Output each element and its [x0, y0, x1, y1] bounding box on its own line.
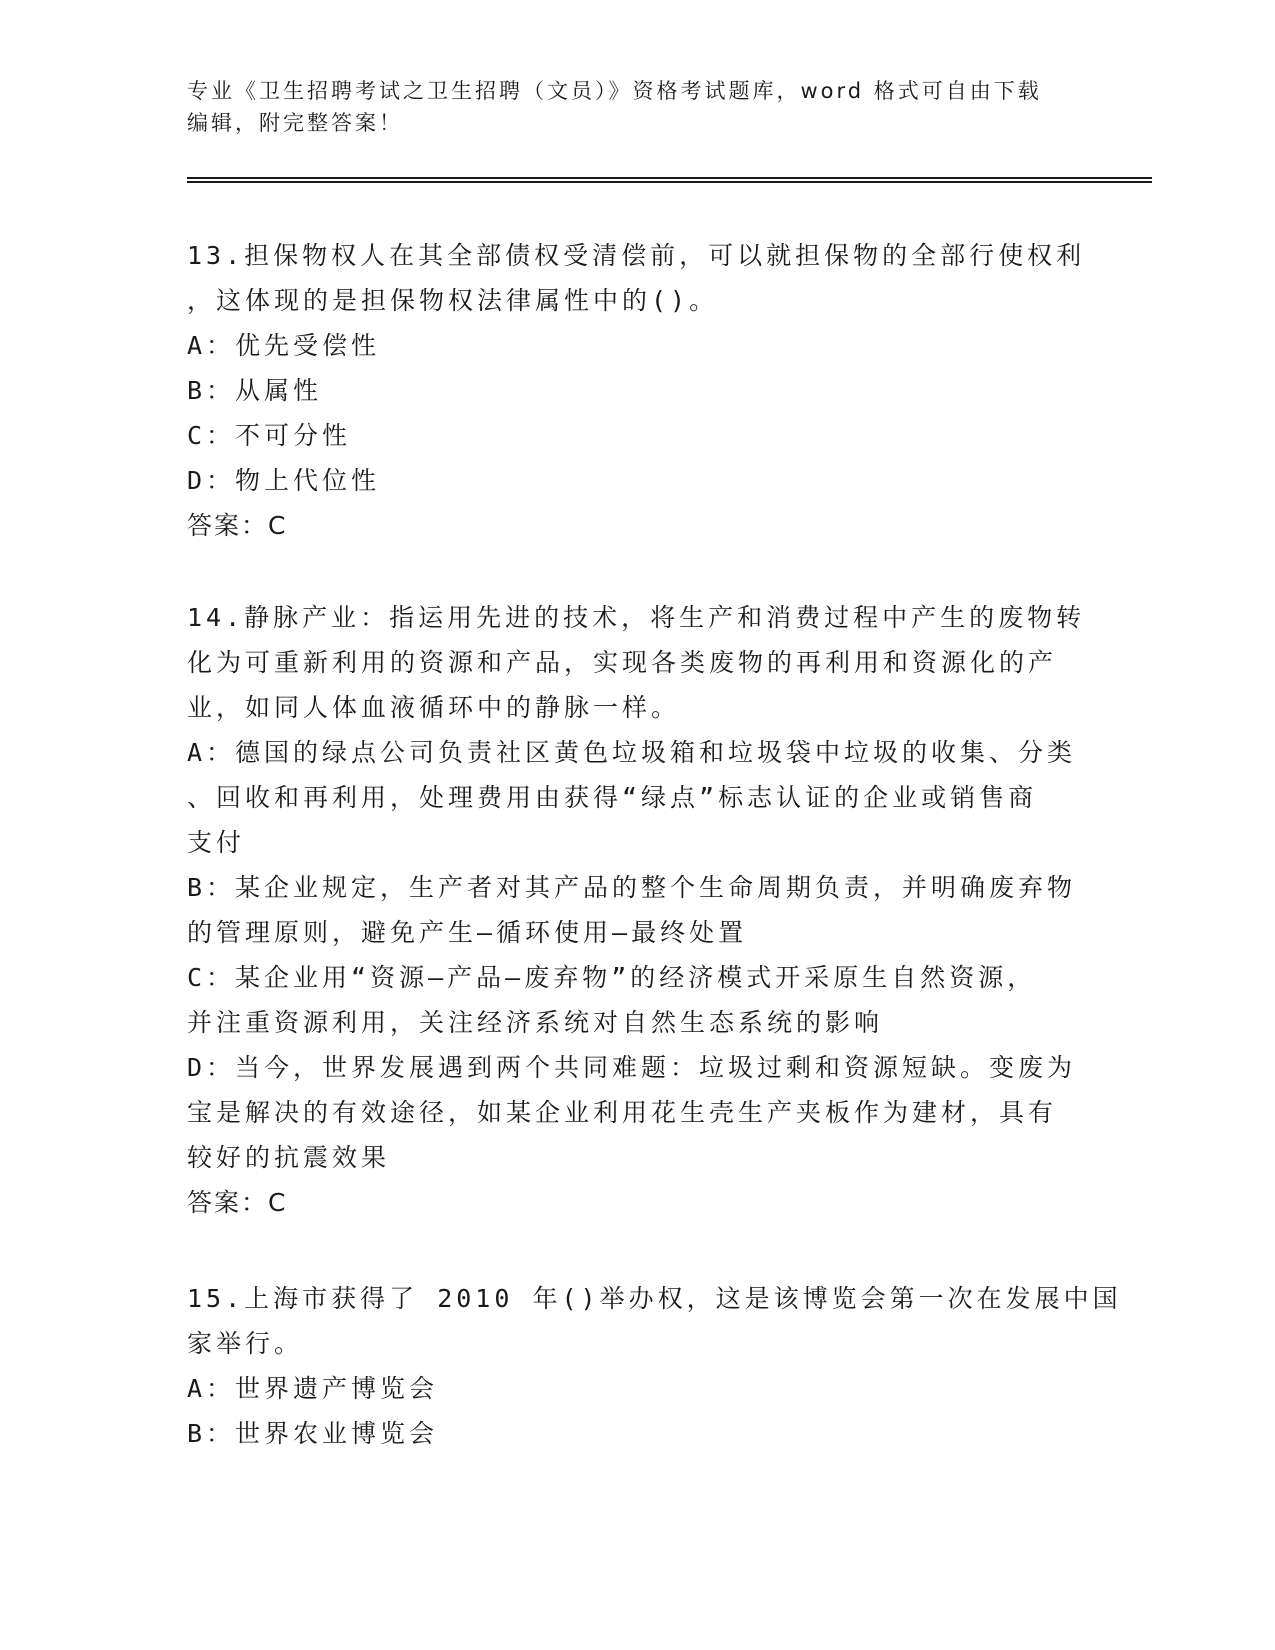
option-d-line: 宝是解决的有效途径，如某企业利用花生壳生产夹板作为建材，具有: [187, 1098, 1058, 1127]
question-stem-line: 化为可重新利用的资源和产品，实现各类废物的再利用和资源化的产: [187, 648, 1058, 677]
question-stem-line: 15.上海市获得了 2010 年()举办权，这是该博览会第一次在发展中国: [187, 1284, 1122, 1313]
option-d: [187, 1045, 1087, 1180]
option-b: B：世界农业博览会: [187, 1419, 439, 1448]
option-c-line: 并注重资源利用，关注经济系统对自然生态系统的影响: [187, 1008, 884, 1037]
question-14: [187, 595, 1087, 1225]
rule-line-top: [187, 177, 1152, 179]
answer-line: 答案：C: [187, 1188, 288, 1217]
question-stem-line: 13.担保物权人在其全部债权受清偿前，可以就担保物的全部行使权利: [187, 241, 1086, 270]
option-a-line: 支付: [187, 828, 246, 857]
option-a: [187, 730, 1087, 865]
option-a: A：世界遗产博览会: [187, 1374, 439, 1403]
option-d-line: D：当今，世界发展遇到两个共同难题：垃圾过剩和资源短缺。变废为: [187, 1053, 1077, 1082]
option-a: A：优先受偿性: [187, 331, 381, 360]
option-b: B：从属性: [187, 376, 323, 405]
option-a-line: A：德国的绿点公司负责社区黄色垃圾箱和垃圾袋中垃圾的收集、分类: [187, 738, 1077, 767]
header-double-rule: [187, 177, 1152, 183]
question-stem-line: ，这体现的是担保物权法律属性中的()。: [187, 286, 719, 315]
header-line-1: 专业《卫生招聘考试之卫生招聘（文员）》资格考试题库，word 格式可自由下载: [187, 79, 1042, 103]
question-stem-line: 业，如同人体血液循环中的静脉一样。: [187, 693, 681, 722]
option-b: [187, 865, 1087, 955]
option-a-line: 、回收和再利用，处理费用由获得“绿点”标志认证的企业或销售商: [187, 783, 1038, 812]
header-line-2: 编辑，附完整答案！: [187, 111, 403, 135]
answer-line: 答案：C: [187, 511, 288, 540]
question-stem-line: 家举行。: [187, 1329, 304, 1358]
rule-line-bottom: [187, 181, 1152, 183]
question-13: [187, 233, 1087, 548]
option-c-line: C：某企业用“资源—产品—废弃物”的经济模式开采原生自然资源，: [187, 963, 1037, 992]
document-header: [187, 75, 1067, 139]
option-d: D：物上代位性: [187, 466, 381, 495]
option-b-line: B：某企业规定，生产者对其产品的整个生命周期负责，并明确废弃物: [187, 873, 1077, 902]
option-b-line: 的管理原则，避免产生—循环使用—最终处置: [187, 918, 748, 947]
option-c: [187, 955, 1087, 1045]
option-d-line: 较好的抗震效果: [187, 1143, 391, 1172]
question-15: [187, 1276, 1122, 1456]
question-stem-line: 14.静脉产业：指运用先进的技术，将生产和消费过程中产生的废物转: [187, 603, 1086, 632]
option-c: C：不可分性: [187, 421, 352, 450]
